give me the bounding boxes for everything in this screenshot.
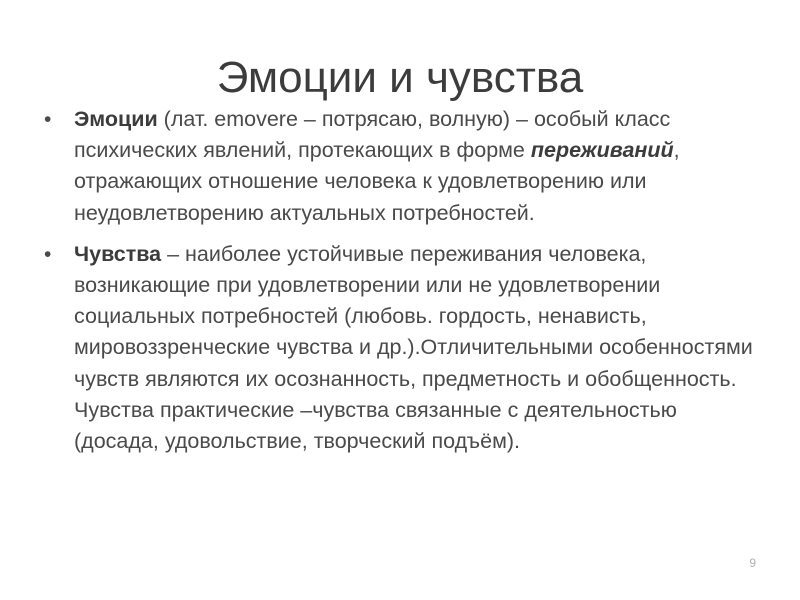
emotions-definition-part2: , отражающих отношение человека к удовлетворению или неудовлетворению актуальных потребностей.: [74, 138, 680, 225]
term-feelings: Чувства: [74, 241, 162, 266]
term-emotions: Эмоции: [74, 107, 158, 131]
emphasis-experiences: переживаний: [530, 138, 674, 163]
page-number: 9: [749, 556, 756, 570]
bullet-dot-icon: •: [44, 242, 52, 266]
bullet-dot-icon: •: [44, 108, 52, 131]
slide-content: [40, 104, 760, 457]
feelings-definition: – наиболее устойчивые переживания человека, возникающие при удовлетворении или не удовлетворении социальных потребностей (любовь. гордость, ненависть, мировоззренческие чувства и др.).Отличительными особенностями чувств являются их осознанность, предметность и обобщенность. Чувства практические –чувства связанные с деятельностью (досада, удовольствие, творческий подъём).: [74, 241, 753, 454]
bullet-feelings: [40, 239, 760, 457]
bullet-emotions: [40, 104, 760, 229]
slide-title: Эмоции и чувства: [216, 53, 584, 102]
emotions-definition-part1: (лат. emovere – потрясаю, волную) – особый класс психических явлений, протекающих в форме: [74, 107, 671, 163]
